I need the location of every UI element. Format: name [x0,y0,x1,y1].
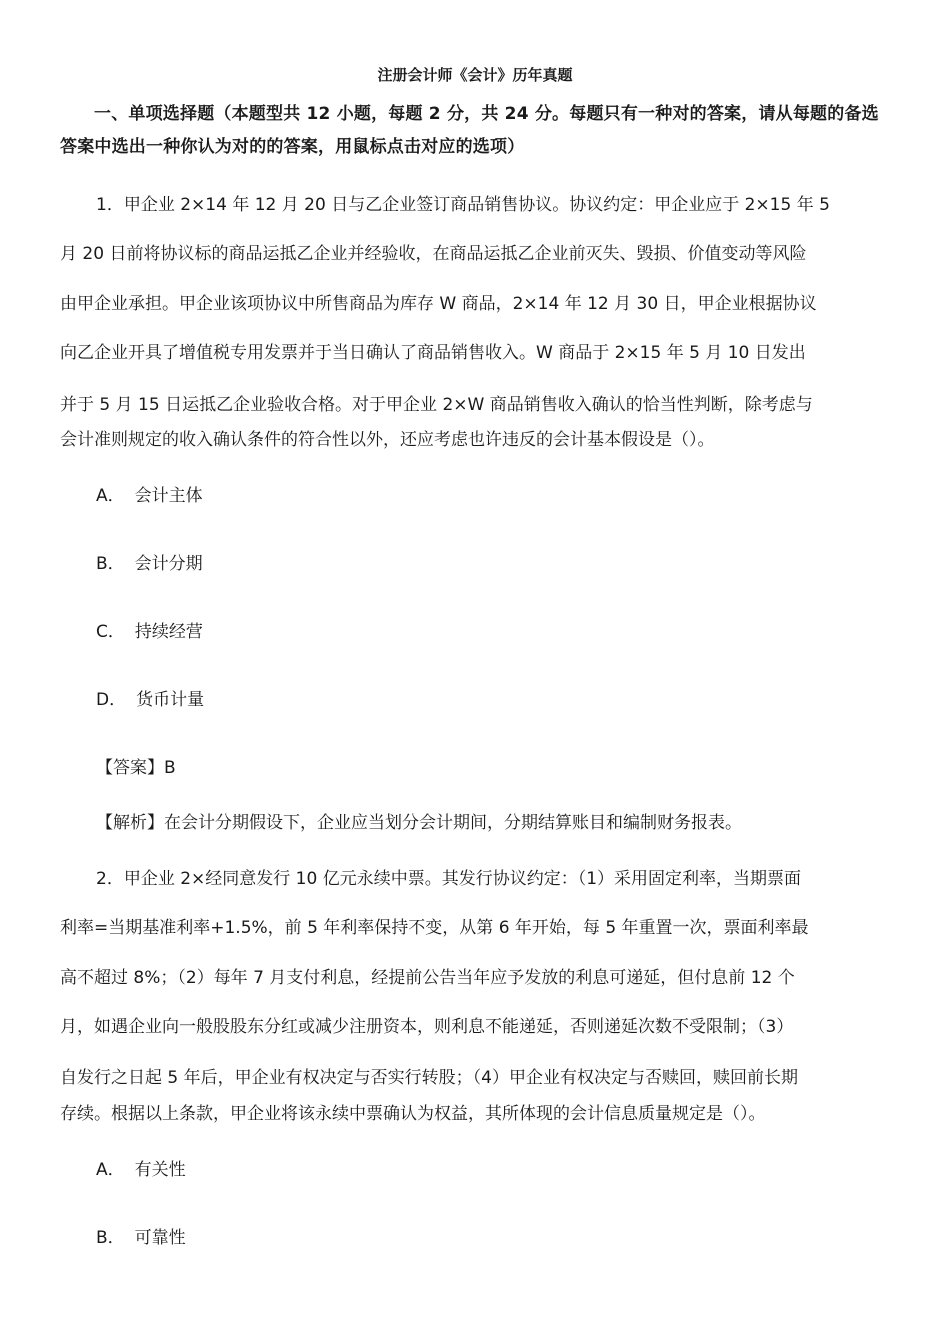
question-1-option-b[interactable] [96,552,203,576]
question-1-stem-line: 月 20 日前将协议标的商品运抵乙企业并经验收，在商品运抵乙企业前灭失、毁损、价值变动等风险 [60,244,807,264]
question-2-stem-line: 存续。根据以上条款，甲企业将该永续中票确认为权益，其所体现的会计信息质量规定是（）。 [60,1104,766,1124]
question-1-option-c[interactable] [96,620,203,644]
question-1-option-d[interactable] [96,688,204,712]
question-1-stem-line: 由甲企业承担。甲企业该项协议中所售商品为库存 W 商品，2×14 年 12 月 30 日，甲企业根据协议 [60,294,817,314]
option-letter: B． [96,554,125,574]
question-1-stem-line: 向乙企业开具了增值税专用发票并于当日确认了商品销售收入。W 商品于 2×15 年 5 月 10 日发出 [60,343,806,363]
question-1-stem-line: 会计准则规定的收入确认条件的符合性以外，还应考虑也许违反的会计基本假设是（）。 [60,430,715,450]
question-2-stem-line: 高不超过 8%；（2）每年 7 月支付利息，经提前公告当年应予发放的利息可递延，但付息前 12 个 [60,968,795,988]
section-header: 一、单项选择题（本题型共 12 小题，每题 2 分，共 24 分。每题只有一种对的答案，请从每题的备选答案中选出一种你认为对的的答案，用鼠标点击对应的选项） [60,104,879,157]
option-text: 可靠性 [134,1228,186,1248]
option-text: 会计分期 [134,554,203,574]
question-2-stem-line: 利率=当期基准利率+1.5%，前 5 年利率保持不变，从第 6 年开始，每 5 年重置一次，票面利率最 [60,918,809,938]
question-1-option-a[interactable] [96,484,203,508]
question-1-analysis: 【解析】在会计分期假设下，企业应当划分会计期间，分期结算账目和编制财务报表。 [96,813,742,833]
question-2-option-b[interactable] [96,1226,186,1250]
option-text: 会计主体 [134,486,203,506]
question-2-option-a[interactable] [96,1158,186,1182]
option-text: 有关性 [134,1160,186,1180]
option-text: 持续经营 [134,622,203,642]
option-letter: D． [96,690,127,710]
question-2-stem-line: 自发行之日起 5 年后，甲企业有权决定与否实行转股；（4）甲企业有权决定与否赎回，赎回前长期 [60,1068,798,1088]
question-1-stem-line: 1．甲企业 2×14 年 12 月 20 日与乙企业签订商品销售协议。协议约定：甲企业应于 2×15 年 5 [96,195,830,215]
option-letter: B． [96,1228,125,1248]
question-2-stem-line: 月，如遇企业向一般股股东分红或减少注册资本，则利息不能递延，否则递延次数不受限制；（3） [60,1017,794,1037]
question-1-stem-line: 并于 5 月 15 日运抵乙企业验收合格。对于甲企业 2×W 商品销售收入确认的恰当性判断，除考虑与 [60,395,813,415]
option-letter: A． [96,486,125,506]
option-text: 货币计量 [136,690,205,710]
document-title: 注册会计师《会计》历年真题 [377,66,573,84]
question-2-stem-line: 2．甲企业 2×经同意发行 10 亿元永续中票。其发行协议约定：（1）采用固定利率，当期票面 [96,869,802,889]
option-letter: A． [96,1160,125,1180]
question-1-answer: 【答案】B [96,758,176,778]
option-letter: C． [96,622,125,642]
